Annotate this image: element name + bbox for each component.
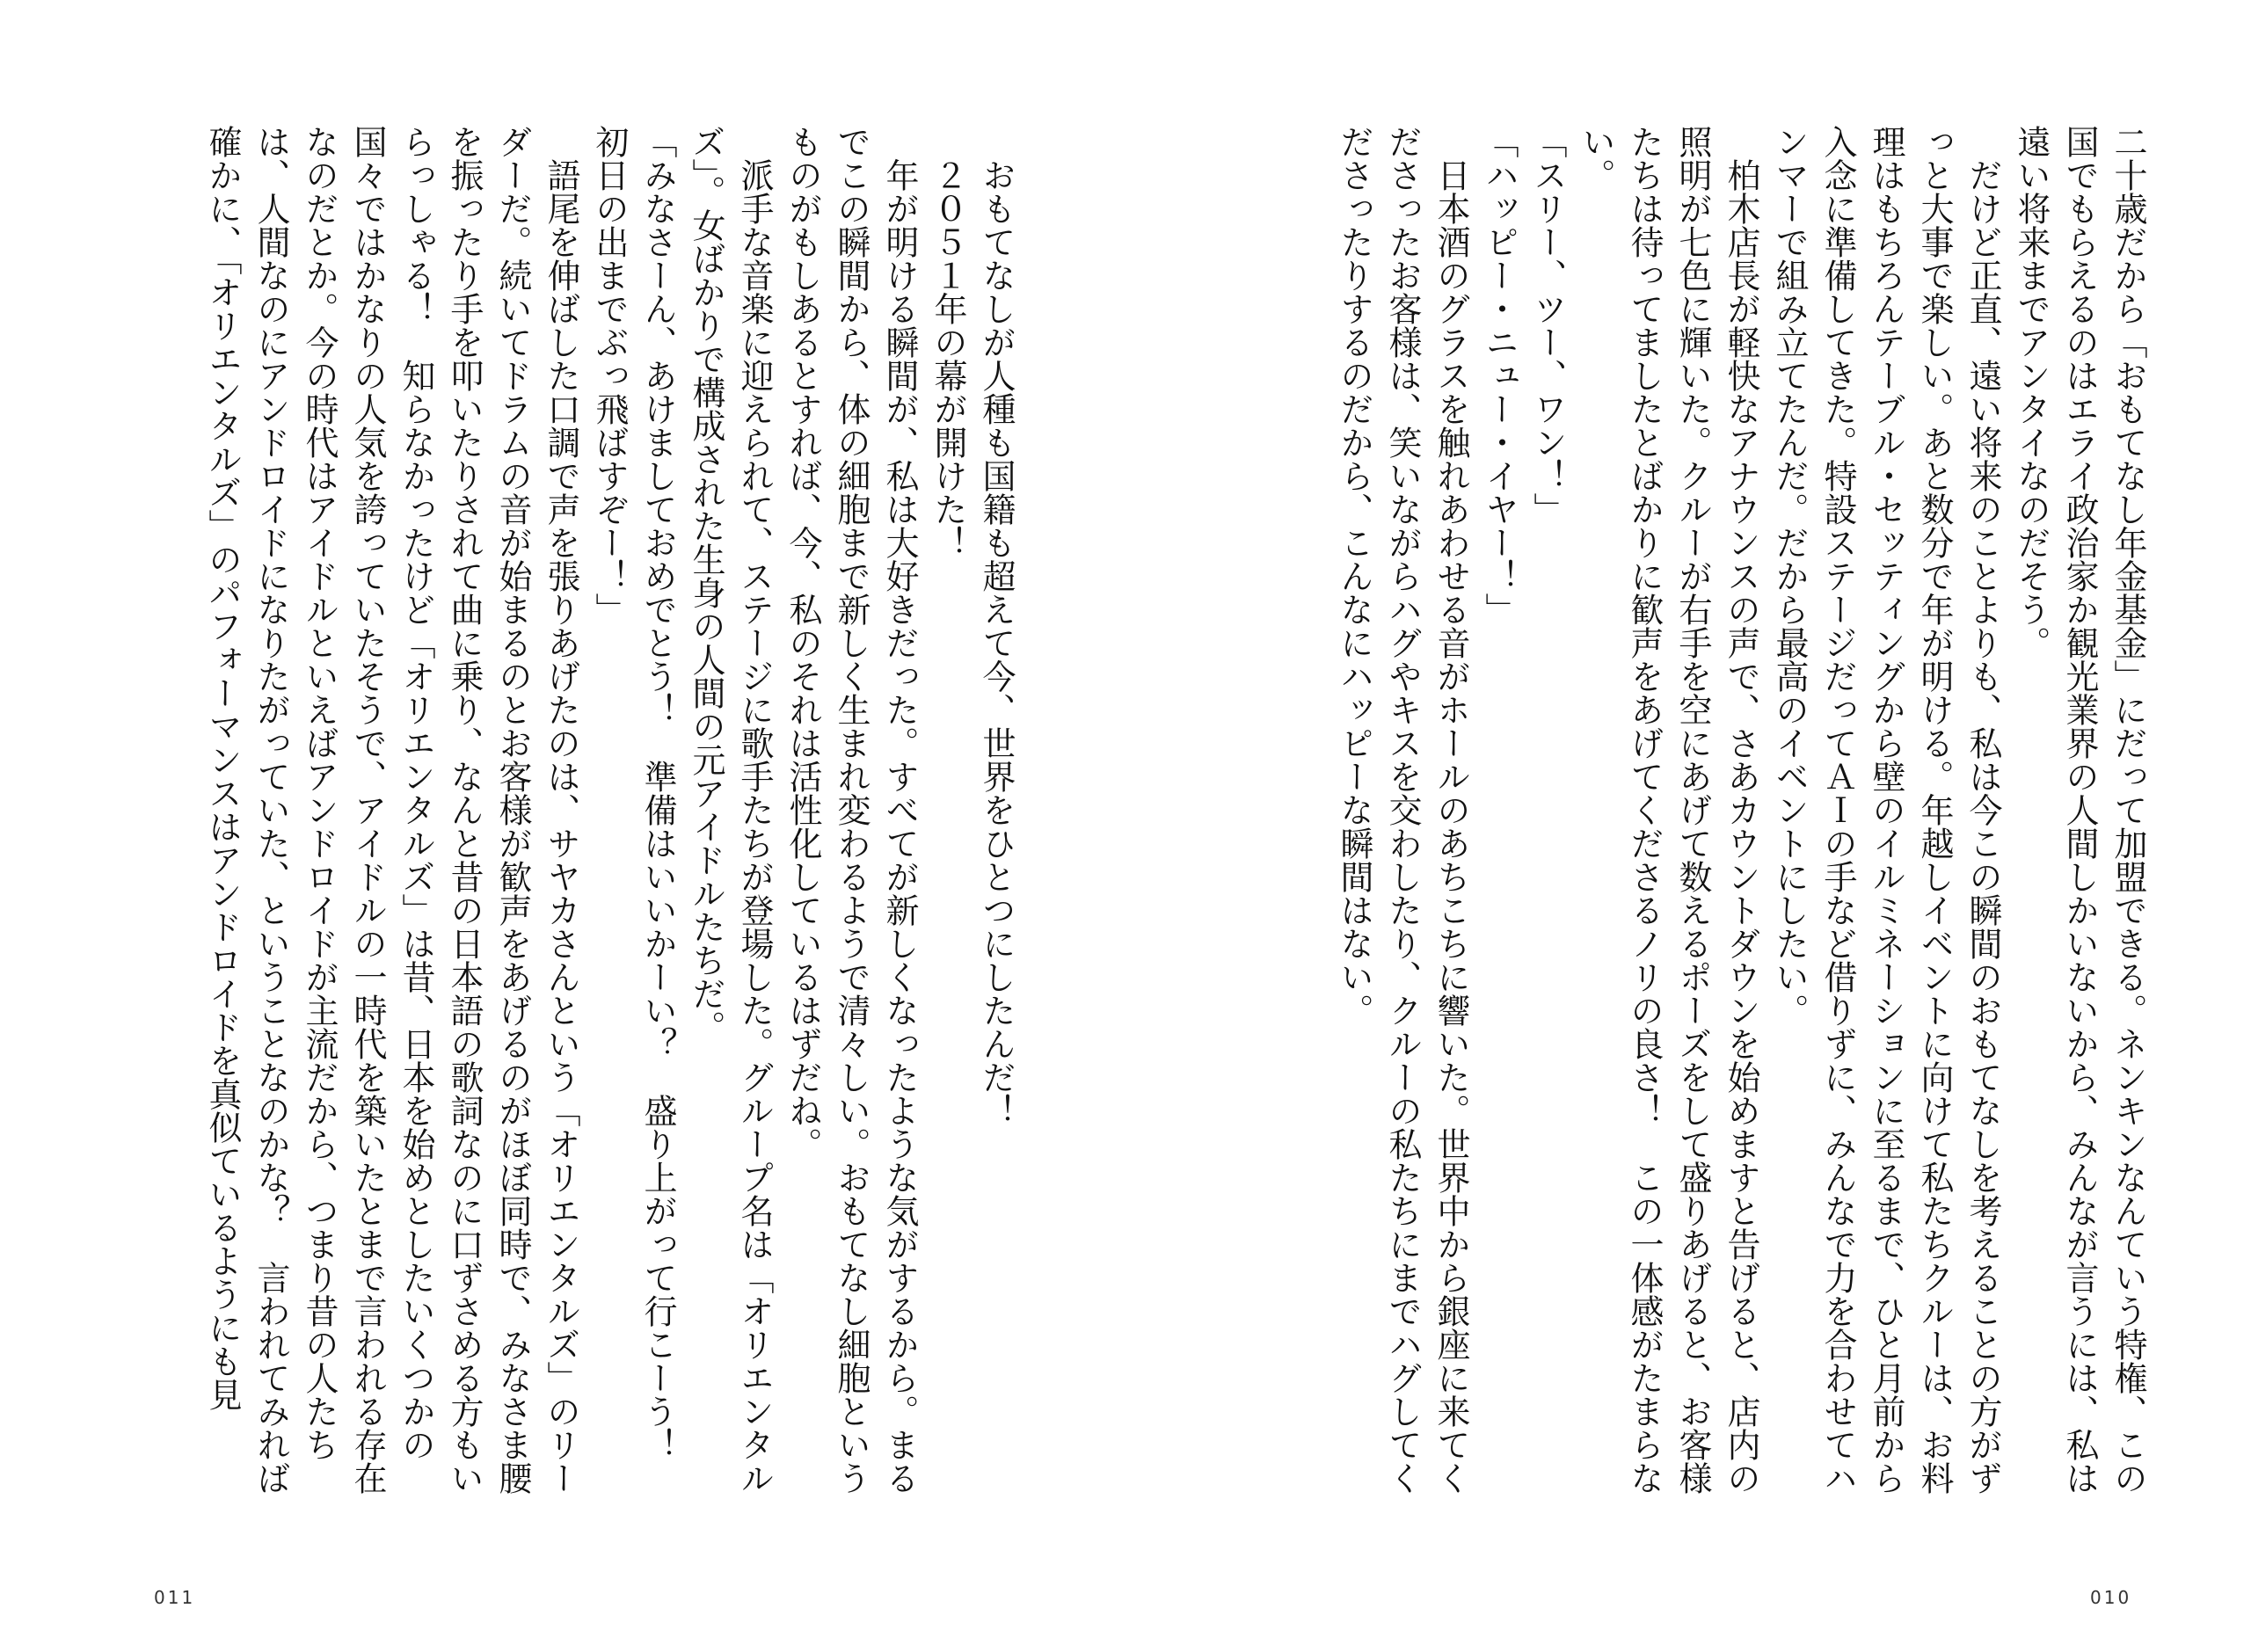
paragraph: 日本酒のグラスを触れあわせる音がホールのあちこちに響いた。世界中から銀座に来てくださったお客様は、笑いながらハグやキスを交わしたり、クルーの私たちにまでハグしてくださったりするのだから、こんなにハッピーな瞬間はない。	[1335, 125, 1470, 1495]
dialogue-line: 「みなさーん、あけましておめでとう！ 準備はいいかーい？ 盛り上がって行こーう！ 初日の出までぶっ飛ばすぞー！」	[590, 125, 677, 1495]
paragraph: ２０５１年の幕が開けた！	[929, 125, 967, 559]
dialogue-line: 「スリー、ツー、ワン！」	[1528, 125, 1567, 526]
right-page	[1126, 0, 2251, 1652]
right-page-text	[1211, 125, 2152, 1523]
paragraph: だけど正直、遠い将来のことよりも、私は今この瞬間のおもてなしを考えることの方がずっと大事で楽しい。あと数分で年が明ける。年越しイベントに向けて私たちクルーは、お料理はもちろんテーブル・セッティングから壁のイルミネーションに至るまで、ひと月前から入念に準備してきた。特設ステージだってＡＩの手など借りずに、みんなで力を合わせてハンマーで組み立てたんだ。だから最高のイベントにしたい。	[1770, 125, 2002, 1495]
page-number: 010	[2090, 1587, 2132, 1608]
page-number: 011	[154, 1587, 196, 1608]
paragraph: おもてなしが人種も国籍も超えて今、世界をひとつにしたんだ！	[977, 125, 1016, 1127]
left-page-text	[127, 125, 1020, 1523]
paragraph: 年が明ける瞬間が、私は大好きだった。すべてが新しくなったような気がするから。まるでこの瞬間から、体の細胞まで新しく生まれ変わるようで清々しい。おもてなし細胞というものがもしあるとすれば、今、私のそれは活性化しているはずだね。	[783, 125, 919, 1495]
paragraph: 語尾を伸ばした口調で声を張りあげたのは、サヤカさんという「オリエンタルズ」のリーダーだ。続いてドラムの音が始まるのとお客様が歓声をあげるのがほぼ同時で、みなさま腰を振ったり手を叩いたりされて曲に乗り、なんと昔の日本語の歌詞なのに口ずさめる方もいらっしゃる！ 知らなかったけど「オリエンタルズ」は昔、日本を始めとしたいくつかの国々ではかなりの人気を誇っていたそうで、アイドルの一時代を築いたとまで言われる存在なのだとか。今の時代はアイドルといえばアンドロイドが主流だから、つまり昔の人たちは、人間なのにアンドロイドになりたがっていた、ということなのかな？ 言われてみれば確かに、「オリエンタルズ」のパフォーマンスはアンドロイドを真似ているようにも見	[203, 125, 580, 1495]
dialogue-line: 「ハッピー・ニュー・イヤー！」	[1480, 125, 1519, 626]
paragraph: 柏木店長が軽快なアナウンスの声で、さあカウントダウンを始めますと告げると、店内の照明が七色に輝いた。クルーが右手を空にあげて数えるポーズをして盛りあげると、お客様たちは待ってましたとばかりに歓声をあげてくださるノリの良さ！ この一体感がたまらない。	[1577, 125, 1760, 1495]
paragraph: 二十歳だから「おもてなし年金基金」にだって加盟できる。ネンキンなんていう特権、この国でもらえるのはエライ政治家か観光業界の人間しかいないから、みんなが言うには、私は遠い将来までアンタイなのだそう。	[2012, 125, 2147, 1495]
paragraph: 派手な音楽に迎えられて、ステージに歌手たちが登場した。グループ名は「オリエンタルズ」。女ばかりで構成された生身の人間の元アイドルたちだ。	[687, 125, 774, 1495]
